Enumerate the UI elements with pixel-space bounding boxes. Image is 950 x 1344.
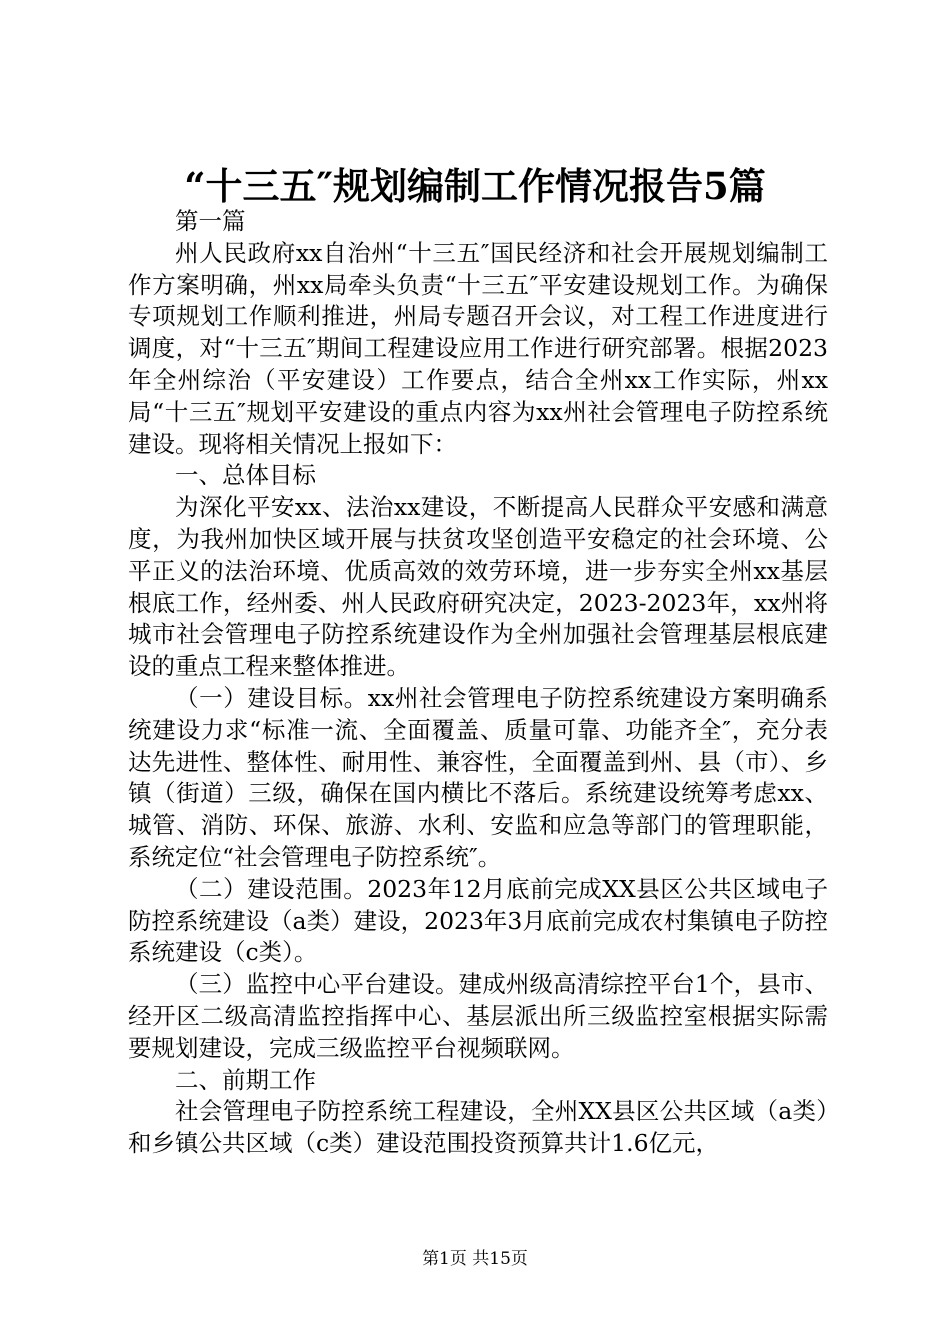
body-paragraph: （三）监控中心平台建设。建成州级高清综控平台1个，县市、经开区二级高清监控指挥中心、基层派出所三级监控室根据实际需要规划建设，完成三级监控平台视频联网。 [128,970,828,1062]
body-paragraph: 州人民政府xx自治州“十三五″国民经济和社会开展规划编制工作方案明确，州xx局牵头负责“十三五″平安建设规划工作。为确保专项规划工作顺利推进，州局专题召开会议，对工程工作进度进行调度，对“十三五″期间工程建设应用工作进行研究部署。根据2023年全州综治（平安建设）工作要点，结合全州xx工作实际，州xx局“十三五″规划平安建设的重点内容为xx州社会管理电子防控系统建设。现将相关情况上报如下： [128,238,828,458]
page-number-footer: 第1页 共15页 [422,1249,528,1269]
document-title: “十三五″规划编制工作情况报告5篇 [184,164,766,208]
document-body [128,206,828,1160]
section-heading: 一、总体目标 [175,461,316,490]
body-paragraph: 社会管理电子防控系统工程建设，全州XX县区公共区域（a类）和乡镇公共区域（c类）建设范围投资预算共计1.6亿元， [128,1097,828,1158]
body-paragraph: 为深化平安xx、法治xx建设，不断提高人民群众平安感和满意度，为我州加快区域开展与扶贫攻坚创造平安稳定的社会环境、公平正义的法治环境、优质高效的效劳环境，进一步夯实全州xx基层根底工作，经州委、州人民政府研究决定，2023-2023年，xx州将城市社会管理电子防控系统建设作为全州加强社会管理基层根底建设的重点工程来整体推进。 [128,493,828,681]
section-heading: 二、前期工作 [175,1065,316,1094]
body-paragraph: （二）建设范围。2023年12月底前完成XX县区公共区域电子防控系统建设（a类）建设，2023年3月底前完成农村集镇电子防控系统建设（c类）。 [128,874,828,967]
section-label: 第一篇 [175,207,246,235]
body-paragraph: （一）建设目标。xx州社会管理电子防控系统建设方案明确系统建设力求“标准一流、全面覆盖、质量可靠、功能齐全″，充分表达先进性、整体性、耐用性、兼容性，全面覆盖到州、县（市）、乡镇（街道）三级，确保在国内横比不落后。系统建设统筹考虑xx、城管、消防、环保、旅游、水利、安监和应急等部门的管理职能，系统定位“社会管理电子防控系统″。 [128,683,828,871]
